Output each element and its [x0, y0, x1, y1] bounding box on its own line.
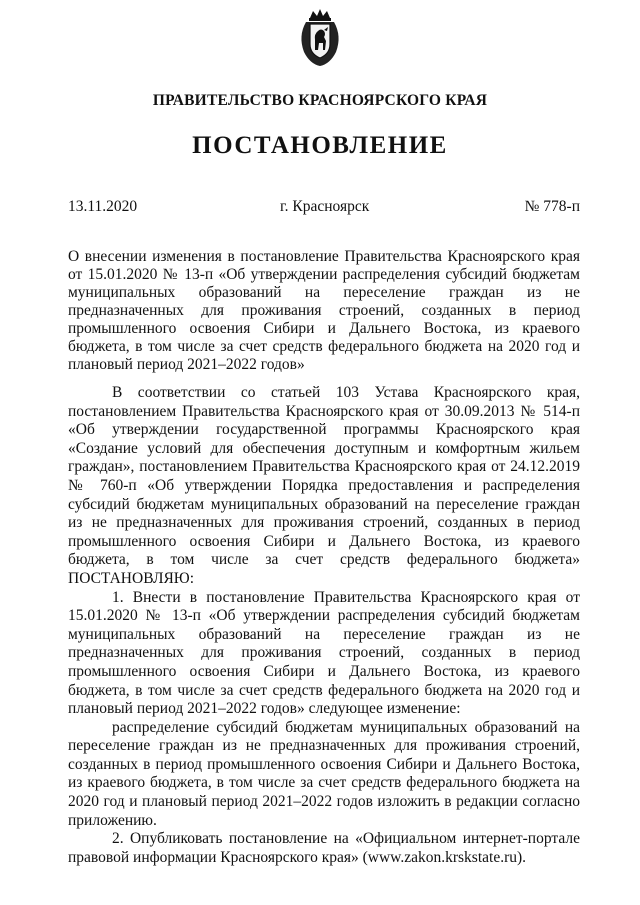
amendment-paragraph: распределение субсидий бюджетам муниципальных образований на переселение граждан из не предназначенных для проживания строений, созданных в период промышленного освоения Сибири и Дальнего Востока, из краевого бюджета, в том числе за счет средств федерального бюджета на 2020 год и плановый период 2021–2022 годов изложить в редакции согласно приложению.	[68, 718, 580, 829]
document-date: 13.11.2020	[68, 198, 138, 215]
document-subject: О внесении изменения в постановление Правительства Красноярского края от 15.01.2020 № 13-п «Об утверждении распределения субсидий бюджетам муниципальных образований на переселение граждан из не предназначенных для проживания строений, созданных в период промышленного освоения Сибири и Дальнего Востока, из краевого бюджета, в том числе за счет средств федерального бюджета на 2020 год и плановый период 2021–2022 годов»	[68, 248, 580, 373]
item-2-paragraph: 2. Опубликовать постановление на «Официальном интернет-портале правовой информации Красноярского края» (www.zakon.krskstate.ru).	[68, 830, 580, 866]
item-1-paragraph: 1. Внести в постановление Правительства Красноярского края от 15.01.2020 № 13-п «Об утверждении распределения субсидий бюджетам муниципальных образований на переселение граждан из не предназначенных для проживания строений, созданных в период промышленного освоения Сибири и Дальнего Востока, из краевого бюджета, в том числе за счет средств федерального бюджета на 2020 год и плановый период 2021–2022 годов» следующее изменение:	[68, 588, 580, 718]
preamble-paragraph: В соответствии со статьей 103 Устава Красноярского края, постановлением Правительства Красноярского края от 30.09.2013 № 514-п «Об утверждении государственной программы Красноярского края «Создание условий для обеспечения доступным и комфортным жильем граждан», постановлением Правительства Красноярского края от 24.12.2019 № 760-п «Об утверждении Порядка предоставления и распределения субсидий бюджетам муниципальных образований на переселение граждан из не предназначенных для проживания строений, созданных в период промышленного освоения Сибири и Дальнего Востока, из краевого бюджета, в том числе за счет средств федерального бюджета» ПОСТАНОВЛЯЮ:	[68, 384, 580, 587]
document-city: г. Красноярск	[280, 198, 370, 215]
document-type-title: ПОСТАНОВЛЕНИЕ	[192, 132, 448, 159]
government-name: ПРАВИТЕЛЬСТВО КРАСНОЯРСКОГО КРАЯ	[152, 92, 488, 109]
document-number: № 778-п	[524, 198, 580, 215]
coat-of-arms-emblem	[296, 8, 344, 68]
document-body	[68, 384, 580, 867]
